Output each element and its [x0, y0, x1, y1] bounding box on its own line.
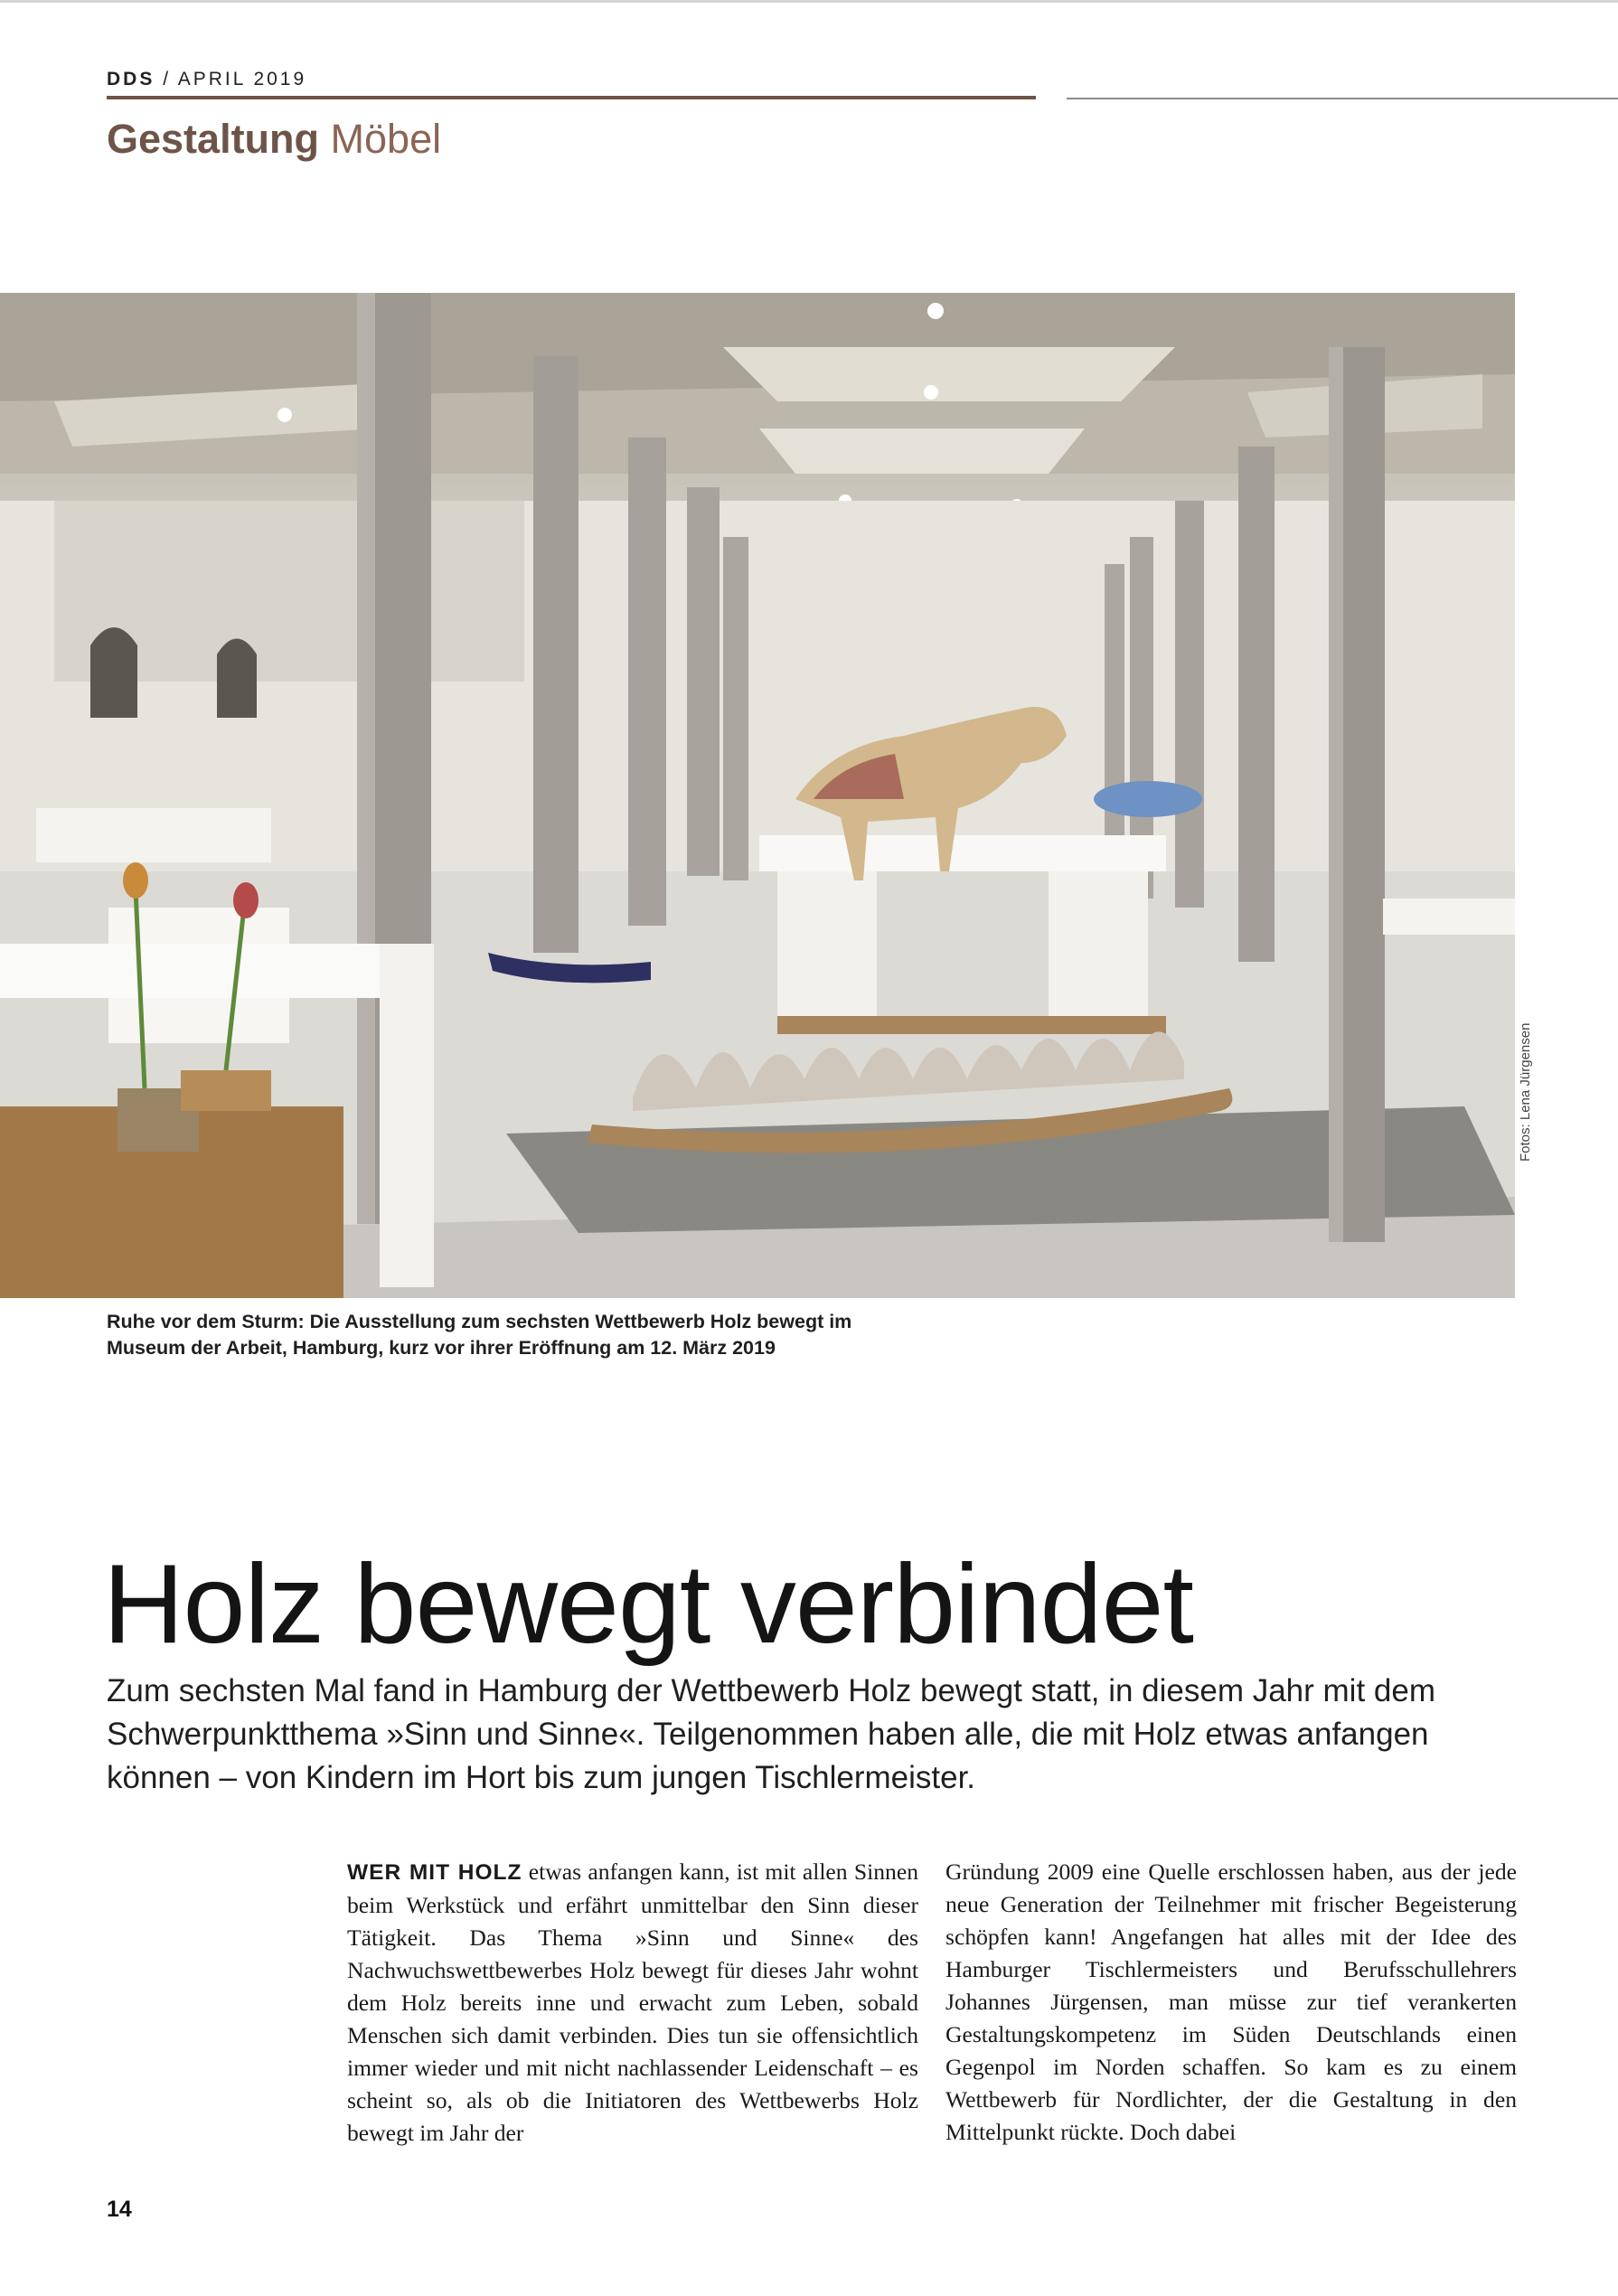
- photo-caption: Ruhe vor dem Sturm: Die Ausstellung zum sechsten Wettbewerb Holz bewegt im Museum der Arbeit, Hamburg, kurz vor ihrer Eröffnung am 12. März 2019: [107, 1311, 852, 1359]
- body-text-right: Gründung 2009 eine Quelle erschlossen haben, aus der jede neue Generation der Teilnehmer mit frischer Begeisterung schöpfen kann! Angefangen hat alles mit der Idee des Hamburger Tischlermeisters und Berufsschullehrers Johannes Jürgensen, man müsse zur tief verankerten Gestaltungskompetenz im Süden Deutschlands einen Gegenpol im Norden schaffen. So kam es zu einem Wettbewerb für Nordlichter, der die Gestaltung in den Mittelpunkt rückte. Doch dabei: [945, 1858, 1517, 2145]
- run-in: WER MIT HOLZ: [347, 1860, 522, 1885]
- body-text-left: etwas anfangen kann, ist mit allen Sinnen beim Werkstück und erfährt unmittelbar den Sinn dieser Tätigkeit. Das Thema »Sinn und Sinne« des Nachwuchswettbewerbes Holz bewegt für dieses Jahr wohnt dem Holz bereits inne und erwacht zum Leben, sobald Menschen sich damit verbinden. Dies tun sie offensichtlich immer wieder und mit nicht nachlassender Leidenschaft – es scheint so, als ob die Initiatoren des Wettbewerbs Holz bewegt im Jahr der: [347, 1858, 918, 2146]
- body-column-left: [347, 1856, 918, 2150]
- top-border: [0, 0, 1618, 3]
- header-rule: [107, 96, 1036, 99]
- exhibition-photo-illustration: [0, 293, 1515, 1298]
- section-title-secondary: Möbel: [330, 116, 442, 162]
- issue-date: / APRIL 2019: [163, 69, 307, 89]
- section-title-primary: Gestaltung: [107, 116, 320, 162]
- issue-kicker: [107, 69, 306, 90]
- body-column-right: [945, 1856, 1517, 2149]
- page-number: 14: [107, 2197, 132, 2222]
- exhibition-photo: [0, 293, 1515, 1298]
- section-title: [107, 116, 441, 163]
- article-headline: Holz bewegt verbindet: [103, 1542, 1193, 1667]
- header-rule-secondary: [1067, 98, 1618, 99]
- photo-credit: Fotos: Lena Jürgensen: [1518, 1022, 1533, 1162]
- article-lead: Zum sechsten Mal fand in Hamburg der Wettbewerb Holz bewegt statt, in diesem Jahr mit dem Schwerpunktthema »Sinn und Sinne«. Teilgenommen haben alle, die mit Holz etwas anfangen können – von Kindern im Hort bis zum jungen Tischlermeister.: [107, 1673, 1435, 1795]
- publication-name: DDS: [107, 69, 155, 89]
